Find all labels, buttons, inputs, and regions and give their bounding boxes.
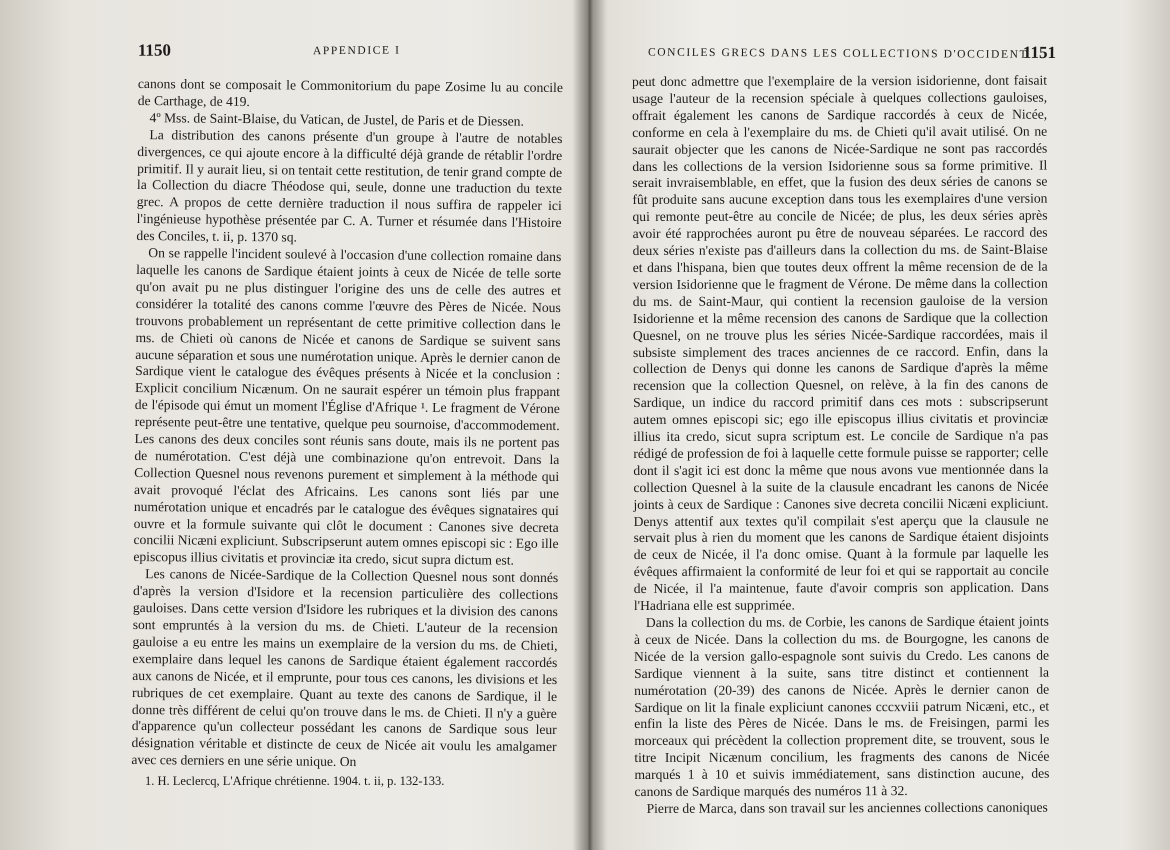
paragraph: Dans la collection du ms. de Corbie, les canons de Sardique étaient joints à ceux de Nicée. Dans la collection du ms. de Bourgogne, les canons de Nicée de la version gallo-espagnole sont suivis du Credo. Les canons de Sardique viennent à la suite, sans titre distinct et contiennent la numérotation (20-39) des canons de Nicée. Après le dernier canon de Sardique on lit la finale expliciunt canones cccxviii patrum Nicæni, etc., et enfin la liste des Pères de Nicée. Dans le ms. de Freisingen, parmi les morceaux qui précèdent la collection proprement dite, se trouvent, sous le titre Incipit Nicænum concilium, les fragments des canons de Nicée marqués 1 à 10 et suivis immédiatement, sans distinction aucune, des canons de Sardique marqués des numéros 11 à 32. <box>633 613 1050 800</box>
paragraph: La distribution des canons présente d'un groupe à l'autre de notables divergences, ce qui ajoute encore à la difficulté déjà grande de rétablir l'ordre primitif. Il y aurait lieu, si on tentait cette restitution, de tenir grand compte de la Collection du diacre Théodose qui, seule, donne une traduction du texte grec. A propos de cette dernière traduction il nous suffira de rappeler ici l'ingénieuse hypothèse présentée par C. A. Turner et résumée dans l'Histoire des Conciles, t. ii, p. 1370 sq. <box>136 126 563 245</box>
right-page <box>590 0 1170 850</box>
left-body-text <box>131 76 563 773</box>
left-running-head: APPENDICE I <box>312 44 401 58</box>
right-page-number: 1151 <box>1022 42 1057 63</box>
paragraph: canons dont se composait le Commonitorium du pape Zosime lu au concile de Carthage, de 419. <box>137 76 563 109</box>
paragraph: Les canons de Nicée-Sardique de la Collection Quesnel nous sont donnés d'après la version d'Isidore et la recension particulière des collections gauloises. Dans cette version d'Isidore les rubriques et la division des canons sont empruntés à la version du ms. de Chieti. L'auteur de la recension gauloise a eu entre les mains un exemplaire de la version du ms. de Chieti, exemplaire dans lequel les canons de Sardique étaient également raccordés aux canons de Nicée, et il emprunte, pour tous ces canons, les divisions et les rubriques de cet exemplaire. Quant au texte des canons de Sardique, il le donne très différent de celui qu'on trouve dans le ms. de Chieti. Il n'y a guère d'apparence qu'un collecteur possédant les canons de Sardique sous leur désignation véritable et distincte de ceux de Nicée ait voulu les amalgamer avec ces derniers en une série unique. On <box>131 566 559 770</box>
footnote: 1. H. Leclercq, L'Afrique chrétienne. 1904. t. ii, p. 132-133. <box>145 774 445 788</box>
paragraph: 4º Mss. de Saint-Blaise, du Vatican, de Justel, de Paris et de Diessen. <box>149 109 525 129</box>
paragraph: On se rappelle l'incident soulevé à l'occasion d'une collection romaine dans laquelle les canons de Sardique étaient joints à ceux de Nicée de telle sorte qu'on avait pu ne plus distinguer l'origine des uns de celle des autres et considérer la totalité des canons comme l'œuvre des Pères de Nicée. Nous trouvons probablement un représentant de cette primitive collection dans le ms. de Chieti où canons de Nicée et canons de Sardique se suivent sans aucune séparation et sous une numérotation unique. Après le dernier canon de Sardique vient le catalogue des évêques présents à Nicée et la conclusion : Explicit concilium Nicænum. On ne saurait espérer un témoin plus frappant de l'épisode qui émut un moment l'Église d'Afrique ¹. Le fragment de Vérone représente peut-être une tentative, quelque peu sournoise, d'accommodement. Les canons des deux conciles sont réunis sans doute, mais ils ne portent pas de numérotation. C'est déjà une combinazione qu'on entrevoit. Dans la Collection Quesnel nous revenons purement et simplement à la méthode qui avait provoqué l'éclat des Africains. Les canons sont liés par une numérotation unique et encadrés par le catalogue des évêques signataires qui ouvre et la formule suivante qui clôt le document : Canones sive decreta concilii Nicæni expliciunt. Subscripserunt autem omnes episcopi sic : Ego ille episcopus illius civitatis et provinciæ ita credo, sicut supra dictum est. <box>133 245 562 569</box>
right-running-header <box>590 44 1170 70</box>
left-running-header <box>0 41 585 68</box>
left-page-number: 1150 <box>137 40 172 60</box>
right-body-text <box>632 73 1050 818</box>
right-running-head: CONCILES GRECS DANS LES COLLECTIONS D'OCCIDENT <box>647 46 1029 61</box>
paragraph: Pierre de Marca, dans son travail sur les anciennes collections canoniques <box>646 799 1048 816</box>
paragraph: peut donc admettre que l'exemplaire de la version isidorienne, dont faisait usage l'auteur de la recension spéciale à quelques collections gauloises, offrait également les canons de Sardique raccordés à ceux de Nicée, conforme en cela à l'exemplaire du ms. de Chieti qu'il avait utilisé. On ne saurait objecter que les canons de Nicée-Sardique ne sont pas raccordés dans les collections de la version Isidorienne sous sa forme primitive. Il serait invraisemblable, en effet, que la fusion des deux séries de canons se fût produite sans aucune exception dans tous les exemplaires d'une version qui remonte peut-être au concile de Nicée; de plus, les deux séries après avoir été rapprochées auront pu être de nouveau séparées. Le raccord des deux séries n'existe pas d'ailleurs dans la collection du ms. de Saint-Blaise et dans l'hispana, bien que toutes deux offrent la même recension de de la version Isidorienne que le fragment de Vérone. De même dans la collection du ms. de Saint-Maur, qui contient la recension gauloise de la version Isidorienne et la même recension des canons de Sardique que la collection Quesnel, on ne trouve plus les séries Nicée-Sardique raccordées, mais il subsiste simplement des traces anciennes de ce raccord. Enfin, dans la collection de Denys qui donne les canons de Sardique d'après la même recension que la collection Quesnel, on relève, à la fin des canons de Sardique, un indice du raccord primitif dans ces mots : subscripserunt autem omnes episcopi sic; ego ille episcopus illius civitatis et provinciæ illius ita credo, sicut supra scriptum est. Le concile de Sardique n'a pas rédigé de profession de foi à laquelle cette formule puisse se rapporter; celle dont il s'agit ici est donc la même que nous avons vue mentionnée dans la collection Quesnel à la suite de la clausule encadrant les canons de Nicée joints à ceux de Sardique : Canones sive decreta concilii Nicæni expliciunt. Denys attentif aux textes qu'il compilait s'est aperçu que la clausule ne servait plus à rien du moment que les canons de Sardique étaient disjoints de ceux de Nicée, il l'a donc omise. Quant à la formule par laquelle les évêques affirmaient la conformité de leur foi et qui se rapportait au concile de Nicée, il l'a maintenue, faute d'avoir compris son application. Dans l'Hadriana elle est supprimée. <box>632 72 1049 614</box>
